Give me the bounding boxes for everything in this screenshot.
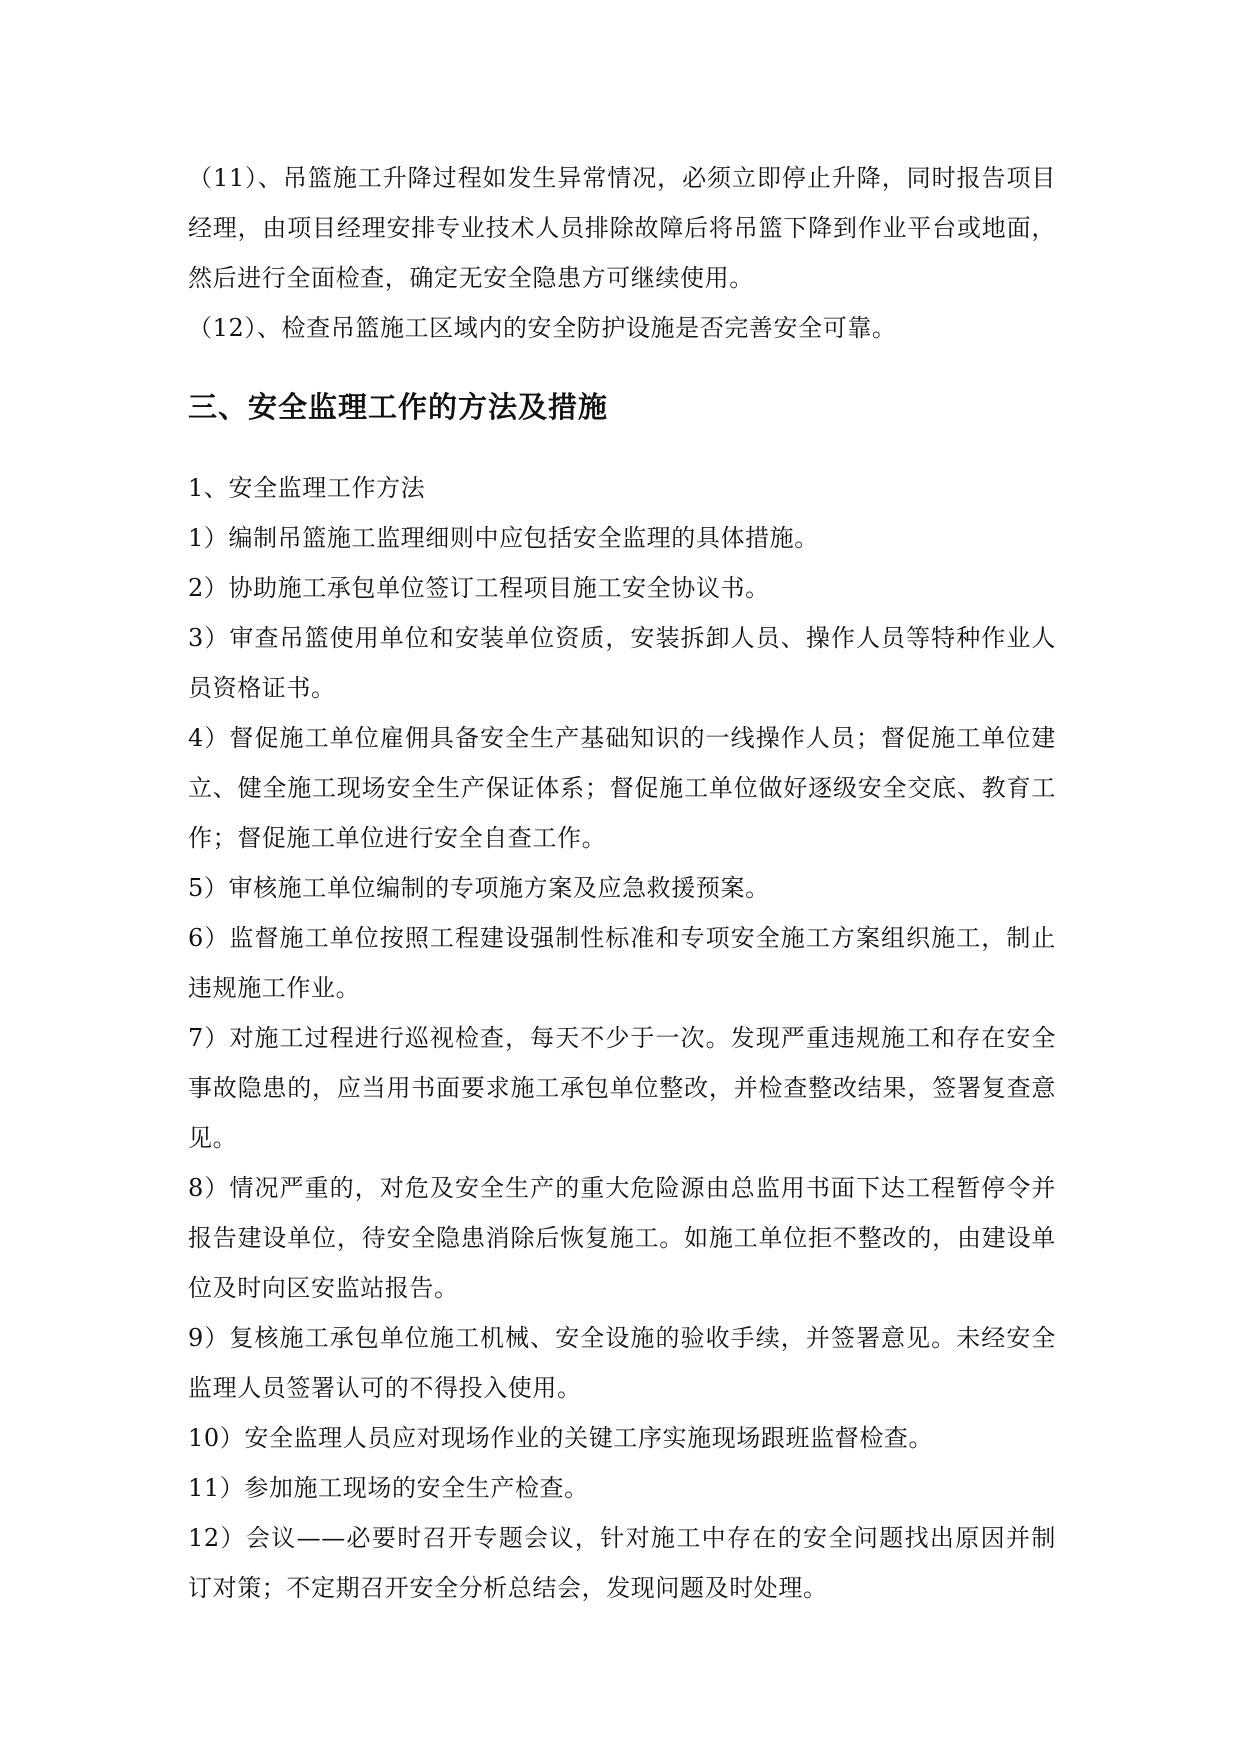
subsection-heading: 1、安全监理工作方法 (188, 474, 426, 502)
list-item-6: 6）监督施工单位按照工程建设强制性标准和专项安全施工方案组织施工，制止违规施工作业。 (188, 924, 1056, 1002)
list-item-11: 11）参加施工现场的安全生产检查。 (188, 1474, 589, 1502)
list-item-8: 8）情况严重的，对危及安全生产的重大危险源由总监用书面下达工程暂停令并报告建设单位，待安全隐患消除后恢复施工。如施工单位拒不整改的，由建设单位及时向区安监站报告。 (188, 1174, 1056, 1302)
section-heading: 三、安全监理工作的方法及措施 (188, 390, 609, 424)
list-item-5: 5）审核施工单位编制的专项施方案及应急救援预案。 (188, 874, 770, 902)
paragraph-item-11: （11）、吊篮施工升降过程如发生异常情况，必须立即停止升降，同时报告项目经理，由项目经理安排专业技术人员排除故障后将吊篮下降到作业平台或地面，然后进行全面检查，确定无安全隐患方可继续使用。 (188, 164, 1056, 292)
list-item-3: 3）审查吊篮使用单位和安装单位资质，安装拆卸人员、操作人员等特种作业人员资格证书。 (188, 624, 1056, 702)
list-item-4: 4）督促施工单位雇佣具备安全生产基础知识的一线操作人员；督促施工单位建立、健全施工现场安全生产保证体系；督促施工单位做好逐级安全交底、教育工作；督促施工单位进行安全自查工作。 (188, 724, 1056, 852)
list-item-10: 10）安全监理人员应对现场作业的关键工序实施现场跟班监督检查。 (188, 1424, 934, 1452)
list-item-2: 2）协助施工承包单位签订工程项目施工安全协议书。 (188, 574, 770, 602)
list-item-1: 1）编制吊篮施工监理细则中应包括安全监理的具体措施。 (188, 524, 819, 552)
document-body (188, 153, 1056, 1613)
paragraph-item-12: （12）、检查吊篮施工区域内的安全防护设施是否完善安全可靠。 (188, 314, 897, 342)
list-item-7: 7）对施工过程进行巡视检查，每天不少于一次。发现严重违规施工和存在安全事故隐患的，应当用书面要求施工承包单位整改，并检查整改结果，签署复查意见。 (188, 1024, 1056, 1152)
list-item-12: 12）会议——必要时召开专题会议，针对施工中存在的安全问题找出原因并制订对策；不定期召开安全分析总结会，发现问题及时处理。 (188, 1524, 1056, 1602)
list-item-9: 9）复核施工承包单位施工机械、安全设施的验收手续，并签署意见。未经安全监理人员签署认可的不得投入使用。 (188, 1324, 1056, 1402)
